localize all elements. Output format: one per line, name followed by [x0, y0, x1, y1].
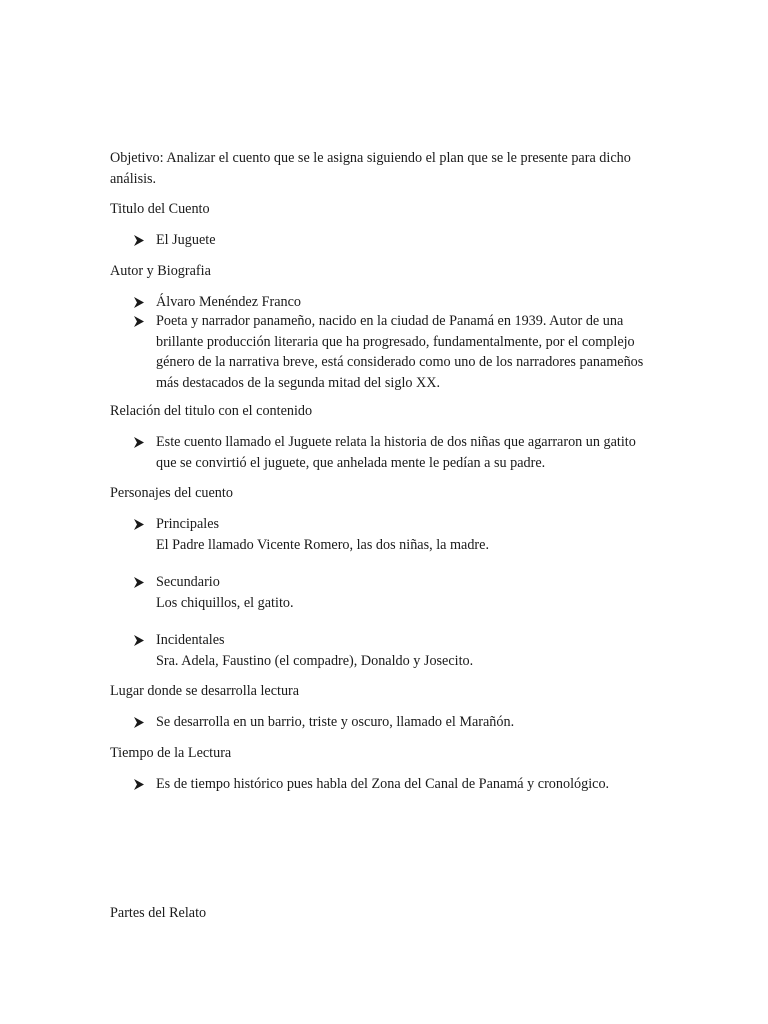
- list-item: [134, 630, 654, 671]
- section-heading-place: Lugar donde se desarrolla lectura: [110, 683, 300, 699]
- section-heading-parts: Partes del Relato: [110, 905, 207, 921]
- author-biography: Poeta y narrador panameño, nacido en la ciudad de Panamá en 1939. Autor de una brillante producción literaria que ha progresado, fundamentalmente, por el complejo género de la narrativa breve, está considerado como uno de los narradores panameños más destacados de la segunda mitad del siglo XX.: [156, 313, 644, 391]
- characters-group-detail: El Padre llamado Vicente Romero, las dos niñas, la madre.: [156, 536, 489, 553]
- section-heading-relation: Relación del titulo con el contenido: [110, 403, 313, 419]
- place-text: Se desarrolla en un barrio, triste y oscuro, llamado el Marañón.: [156, 714, 515, 730]
- characters-group-label: Principales: [156, 516, 220, 532]
- list-item: [134, 292, 654, 313]
- list-item: [134, 572, 654, 613]
- list-item: [134, 311, 652, 393]
- list-item: [134, 712, 654, 733]
- arrowhead-bullet-icon: [134, 717, 144, 728]
- arrowhead-bullet-icon: [134, 316, 144, 327]
- list-item: [134, 514, 654, 555]
- story-title: El Juguete: [156, 232, 216, 248]
- section-heading-time: Tiempo de la Lectura: [110, 745, 232, 761]
- list-item: [134, 432, 650, 473]
- characters-group-label: Secundario: [156, 574, 220, 590]
- characters-group-label: Incidentales: [156, 632, 225, 648]
- section-heading-characters: Personajes del cuento: [110, 485, 233, 501]
- arrowhead-bullet-icon: [134, 779, 144, 790]
- arrowhead-bullet-icon: [134, 235, 144, 246]
- arrowhead-bullet-icon: [134, 297, 144, 308]
- arrowhead-bullet-icon: [134, 437, 144, 448]
- characters-group-detail: Sra. Adela, Faustino (el compadre), Donaldo y Josecito.: [156, 652, 474, 669]
- time-text: Es de tiempo histórico pues habla del Zona del Canal de Panamá y cronológico.: [156, 776, 610, 792]
- arrowhead-bullet-icon: [134, 519, 144, 530]
- author-name: Álvaro Menéndez Franco: [156, 294, 301, 310]
- list-item: [134, 774, 654, 795]
- characters-group-detail: Los chiquillos, el gatito.: [156, 594, 294, 611]
- arrowhead-bullet-icon: [134, 577, 144, 588]
- objective-paragraph: Objetivo: Analizar el cuento que se le asigna siguiendo el plan que se le presente para dicho análisis.: [110, 150, 631, 187]
- relation-text: Este cuento llamado el Juguete relata la historia de dos niñas que agarraron un gatito que se convirtió el juguete, que anhelada mente le pedían a su padre.: [156, 434, 636, 471]
- arrowhead-bullet-icon: [134, 635, 144, 646]
- list-item: [134, 230, 654, 251]
- section-heading-author: Autor y Biografia: [110, 263, 211, 279]
- section-heading-title: Titulo del Cuento: [110, 201, 210, 217]
